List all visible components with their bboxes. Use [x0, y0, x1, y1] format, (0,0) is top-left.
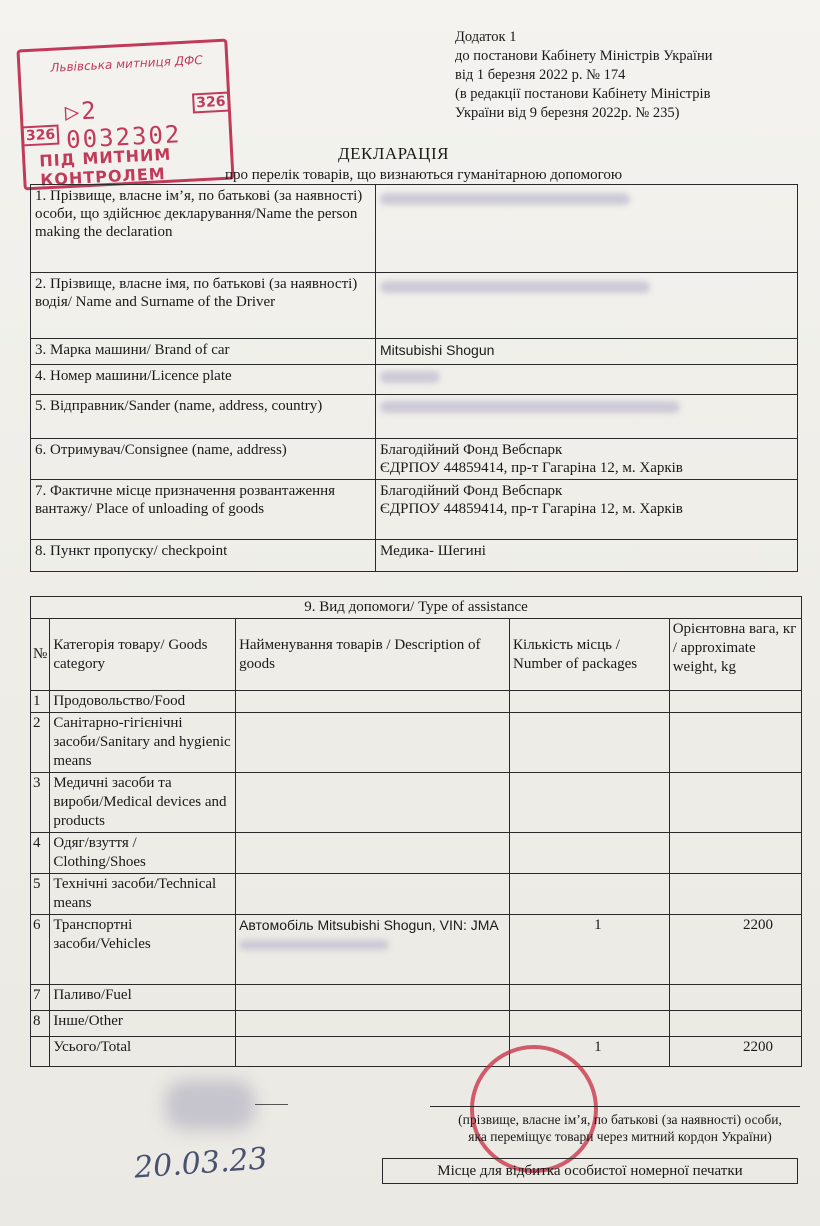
consignee-label: 6. Отримувач/Consignee (name, address)	[31, 439, 376, 480]
signature-dash	[255, 1104, 288, 1105]
table-row	[31, 874, 802, 915]
row-num: 7	[31, 985, 50, 1011]
table-row	[31, 185, 798, 273]
table-total-row	[31, 1037, 802, 1067]
row-packages	[510, 874, 670, 915]
row-description	[236, 691, 510, 713]
assistance-title: 9. Вид допомоги/ Type of assistance	[31, 597, 802, 619]
row-num: 2	[31, 713, 50, 773]
table-row	[31, 713, 802, 773]
redacted-text	[380, 401, 680, 413]
consignee-value	[376, 439, 798, 480]
table-row	[31, 273, 798, 339]
table-row	[31, 339, 798, 365]
row-num: 4	[31, 833, 50, 874]
redacted-signature	[165, 1080, 255, 1130]
document-subtitle: про перелік товарів, що визнаються гуманітарною допомогою	[225, 167, 623, 183]
row-category: Одяг/взуття / Clothing/Shoes	[50, 833, 236, 874]
annex-header	[455, 28, 712, 123]
signature-caption	[420, 1111, 820, 1145]
stamp-code-left: 326	[21, 125, 59, 147]
row-category: Паливо/Fuel	[50, 985, 236, 1011]
row-weight	[669, 1011, 801, 1037]
table-row	[31, 833, 802, 874]
header-num: №	[31, 619, 50, 691]
table-row	[31, 985, 802, 1011]
sender-value	[376, 395, 798, 439]
row-weight	[669, 691, 801, 713]
table-row	[31, 540, 798, 572]
row-packages	[510, 1011, 670, 1037]
unloading-line: ЄДРПОУ 44859414, пр-т Гагаріна 12, м. Харків	[380, 501, 683, 517]
checkpoint-label: 8. Пункт пропуску/ checkpoint	[31, 540, 376, 572]
row-weight	[669, 985, 801, 1011]
row-description	[236, 1037, 510, 1067]
row-num: 6	[31, 915, 50, 985]
consignee-line: ЄДРПОУ 44859414, пр-т Гагаріна 12, м. Харків	[380, 460, 683, 476]
annex-line: від 1 березня 2022 р. № 174	[455, 67, 626, 83]
signature-line	[430, 1106, 800, 1107]
row-packages	[510, 691, 670, 713]
row-description	[236, 874, 510, 915]
table-row	[31, 480, 798, 540]
declarant-name-value	[376, 185, 798, 273]
annex-line: до постанови Кабінету Міністрів України	[455, 48, 713, 64]
table-row	[31, 395, 798, 439]
table-row	[31, 691, 802, 713]
round-seal-stamp	[470, 1045, 598, 1173]
annex-line: України від 9 березня 2022р. № 235)	[455, 105, 680, 121]
driver-name-value	[376, 273, 798, 339]
checkpoint-value: Медика- Шегині	[376, 540, 798, 572]
redacted-text	[380, 371, 440, 383]
table-header-row	[31, 619, 802, 691]
row-packages	[510, 713, 670, 773]
declarant-name-label: 1. Прізвище, власне ім’я, по батькові (за наявності) особи, що здійснює декларування/Name the person making the declaration	[31, 185, 376, 273]
row-packages	[510, 773, 670, 833]
row-category: Інше/Other	[50, 1011, 236, 1037]
vehicle-description: Автомобіль Mitsubishi Shogun, VIN: JMA	[239, 917, 498, 933]
row-description	[236, 985, 510, 1011]
row-category: Продовольство/Food	[50, 691, 236, 713]
handwritten-date: 20.03.23	[132, 1141, 269, 1186]
stamp-bottom-text: ПІД МИТНИМ КОНТРОЛЕМ	[38, 144, 172, 190]
row-num: 5	[31, 874, 50, 915]
licence-plate-value	[376, 365, 798, 395]
table-row	[31, 365, 798, 395]
row-category: Технічні засоби/Technical means	[50, 874, 236, 915]
table-row	[31, 915, 802, 985]
total-label: Усього/Total	[50, 1037, 236, 1067]
consignee-line: Благодійний Фонд Вебспарк	[380, 442, 563, 458]
row-packages	[510, 985, 670, 1011]
annex-line: (в редакції постанови Кабінету Міністрів	[455, 86, 711, 102]
header-description: Найменування товарів / Description of goods	[236, 619, 510, 691]
stamp-top-text: Львівська митниця ДФС	[50, 52, 204, 75]
document-title: ДЕКЛАРАЦІЯ	[338, 144, 449, 163]
row-packages: 1	[510, 915, 670, 985]
row-packages	[510, 833, 670, 874]
personal-seal-box: Місце для відбитка особистої номерної печатки	[382, 1158, 798, 1184]
row-weight: 2200	[669, 915, 801, 985]
row-weight	[669, 773, 801, 833]
assistance-table	[30, 596, 802, 1067]
row-num: 1	[31, 691, 50, 713]
row-description	[236, 833, 510, 874]
row-weight	[669, 874, 801, 915]
driver-name-label: 2. Прізвище, власне імя, по батькові (за наявності) водія/ Name and Surname of the Driver	[31, 273, 376, 339]
header-category: Категорія товару/ Goods category	[50, 619, 236, 691]
table-row	[31, 439, 798, 480]
row-num: 3	[31, 773, 50, 833]
unloading-line: Благодійний Фонд Вебспарк	[380, 483, 563, 499]
declaration-table	[30, 184, 798, 572]
row-weight	[669, 833, 801, 874]
licence-plate-label: 4. Номер машини/Licence plate	[31, 365, 376, 395]
row-num	[31, 1037, 50, 1067]
table-row	[31, 597, 802, 619]
row-weight	[669, 713, 801, 773]
signature-caption-line: (прізвище, власне ім’я, по батькові (за наявності) особи,	[458, 1112, 782, 1127]
table-row	[31, 1011, 802, 1037]
header-packages: Кількість місць / Number of packages	[510, 619, 670, 691]
redacted-text	[380, 281, 650, 293]
row-category: Санітарно-гігієнічні засоби/Sanitary and hygienic means	[50, 713, 236, 773]
row-description	[236, 773, 510, 833]
annex-line: Додаток 1	[455, 29, 517, 45]
unloading-place-value	[376, 480, 798, 540]
stamp-number: ▷2 0032302	[64, 96, 182, 155]
sender-label: 5. Відправник/Sander (name, address, country)	[31, 395, 376, 439]
row-description	[236, 713, 510, 773]
car-brand-label: 3. Марка машини/ Brand of car	[31, 339, 376, 365]
car-brand-value: Mitsubishi Shogun	[376, 339, 798, 365]
stamp-code-right: 326	[192, 92, 230, 114]
row-category: Транспортні засоби/Vehicles	[50, 915, 236, 985]
total-weight: 2200	[669, 1037, 801, 1067]
row-num: 8	[31, 1011, 50, 1037]
row-category: Медичні засоби та вироби/Medical devices and products	[50, 773, 236, 833]
customs-stamp	[16, 39, 234, 191]
unloading-place-label: 7. Фактичне місце призначення розвантаження вантажу/ Place of unloading of goods	[31, 480, 376, 540]
signature-caption-line: яка переміщує товари через митний кордон України)	[468, 1129, 772, 1144]
redacted-vin	[239, 940, 389, 950]
header-weight: Орієнтовна вага, кг / approximate weight, kg	[669, 619, 801, 691]
row-description	[236, 1011, 510, 1037]
total-packages: 1	[510, 1037, 670, 1067]
redacted-text	[380, 193, 630, 205]
table-row	[31, 773, 802, 833]
row-description	[236, 915, 510, 985]
